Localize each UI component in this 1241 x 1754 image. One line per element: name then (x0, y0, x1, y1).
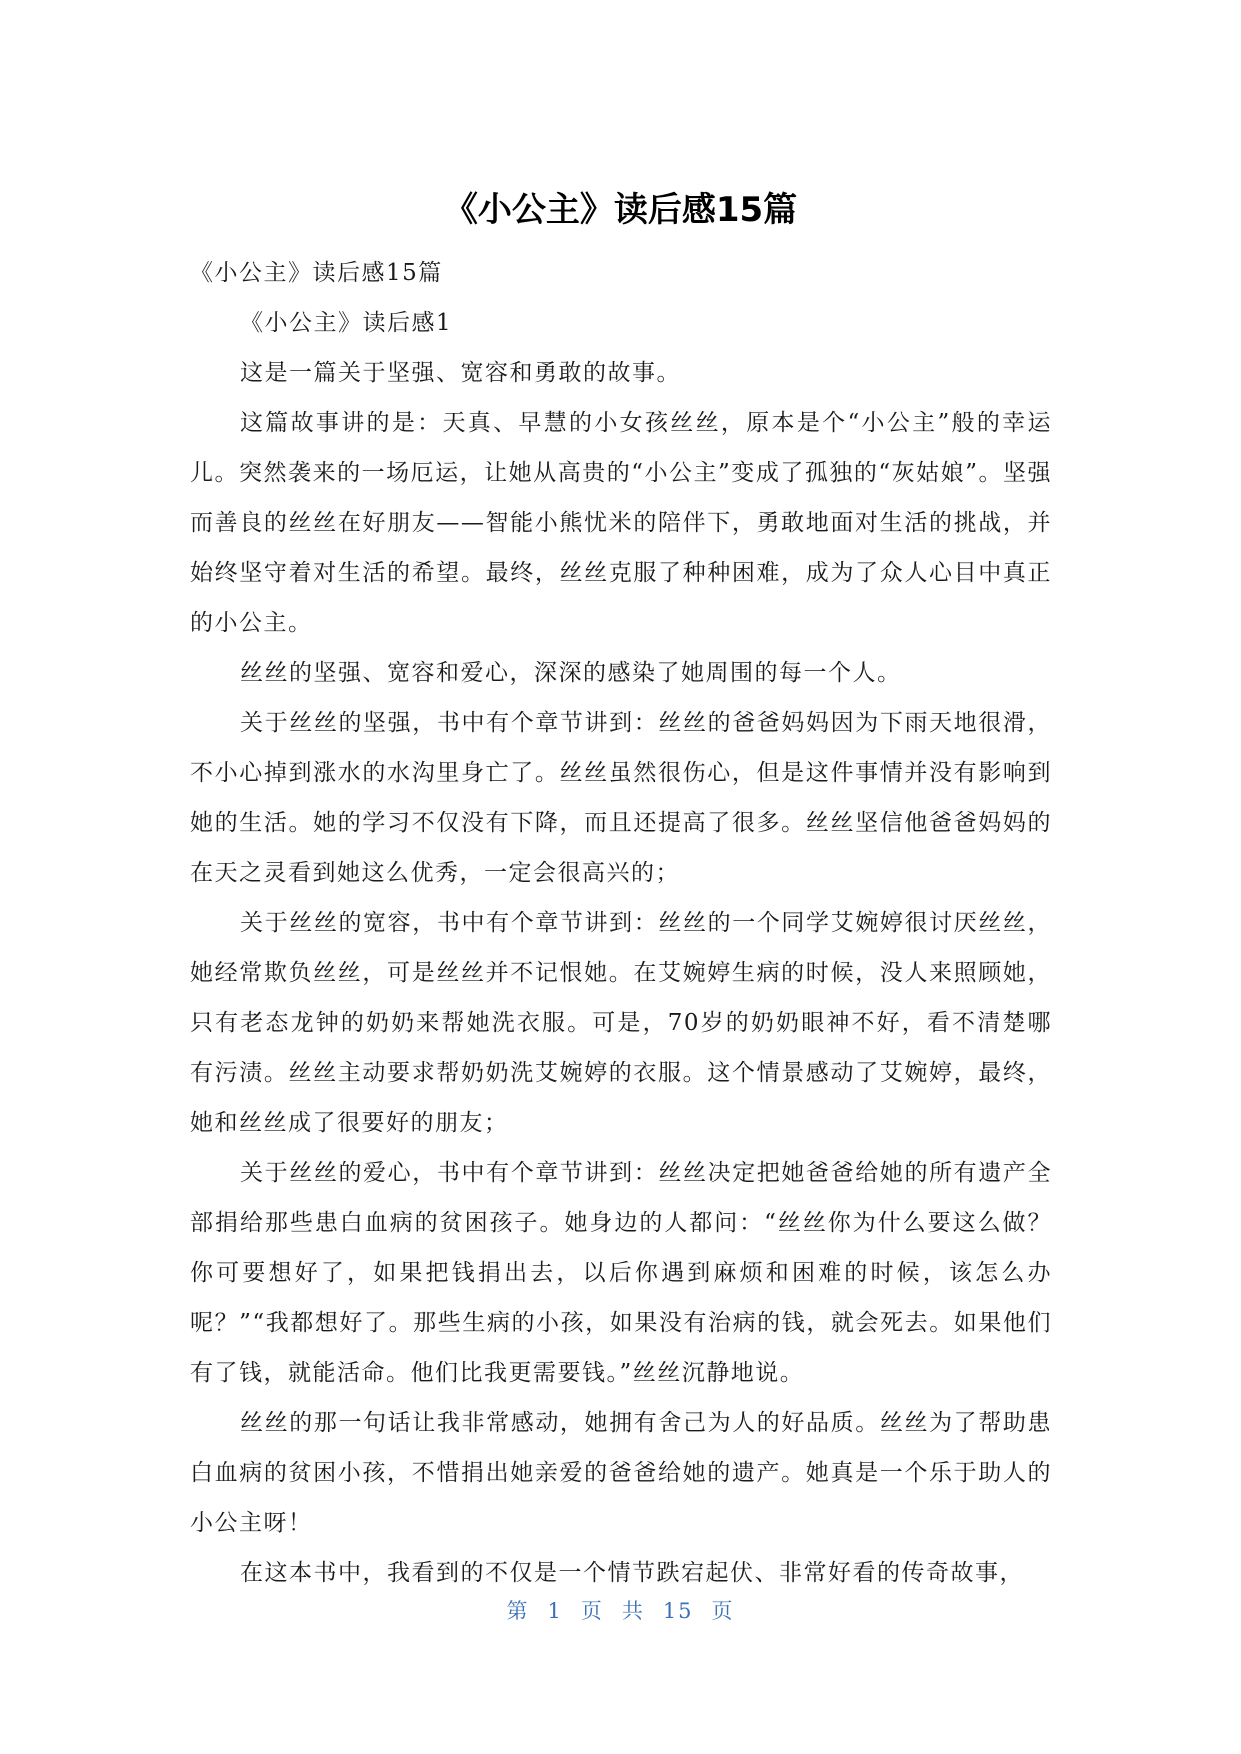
footer-page-word: 页 (580, 1599, 604, 1623)
paragraph: 关于丝丝的坚强，书中有个章节讲到：丝丝的爸爸妈妈因为下雨天地很滑，不小心掉到涨水的水沟里身亡了。丝丝虽然很伤心，但是这件事情并没有影响到她的生活。她的学习不仅没有下降，而且还提高了很多。丝丝坚信他爸爸妈妈的在天之灵看到她这么优秀，一定会很高兴的； (190, 710, 1052, 886)
footer-prefix: 第 (506, 1599, 530, 1623)
footer-suffix: 页 (711, 1599, 735, 1623)
paragraph: 在这本书中，我看到的不仅是一个情节跌宕起伏、非常好看的传奇故事， (240, 1560, 1024, 1586)
paragraph: 关于丝丝的宽容，书中有个章节讲到：丝丝的一个同学艾婉婷很讨厌丝丝，她经常欺负丝丝，可是丝丝并不记恨她。在艾婉婷生病的时候，没人来照顾她，只有老态龙钟的奶奶来帮她洗衣服。可是，70岁的奶奶眼神不好，看不清楚哪有污渍。丝丝主动要求帮奶奶洗艾婉婷的衣服。这个情景感动了艾婉婷，最终，她和丝丝成了很要好的朋友； (190, 910, 1052, 1136)
total-pages-number: 15 (662, 1599, 694, 1623)
paragraph: 丝丝的坚强、宽容和爱心，深深的感染了她周围的每一个人。 (240, 660, 902, 686)
document-body (190, 248, 1052, 1598)
paragraph: 丝丝的那一句话让我非常感动，她拥有舍己为人的好品质。丝丝为了帮助患白血病的贫困小孩，不惜捐出她亲爱的爸爸给她的遗产。她真是一个乐于助人的小公主呀！ (190, 1410, 1052, 1536)
document-title: 《小公主》读后感15篇 (443, 190, 798, 230)
paragraph: 关于丝丝的爱心，书中有个章节讲到：丝丝决定把她爸爸给她的所有遗产全部捐给那些患白血病的贫困孩子。她身边的人都问：“丝丝你为什么要这么做？你可要想好了，如果把钱捐出去，以后你遇到麻烦和困难的时候，该怎么办呢？”“我都想好了。那些生病的小孩，如果没有治病的钱，就会死去。如果他们有了钱，就能活命。他们比我更需要钱。”丝丝沉静地说。 (190, 1160, 1052, 1386)
paragraph: 这是一篇关于坚强、宽容和勇敢的故事。 (240, 360, 681, 386)
paragraph: 这篇故事讲的是：天真、早慧的小女孩丝丝，原本是个“小公主”般的幸运儿。突然袭来的一场厄运，让她从高贵的“小公主”变成了孤独的“灰姑娘”。坚强而善良的丝丝在好朋友——智能小熊忧米的陪伴下，勇敢地面对生活的挑战，并始终坚守着对生活的希望。最终，丝丝克服了种种困难，成为了众人心目中真正的小公主。 (190, 410, 1052, 636)
page-footer (0, 1596, 1241, 1626)
paragraph-section-heading: 《小公主》读后感1 (240, 310, 453, 336)
paragraph-subtitle: 《小公主》读后感15篇 (190, 260, 443, 286)
current-page-number: 1 (547, 1599, 563, 1623)
footer-total-word: 共 (621, 1599, 645, 1623)
